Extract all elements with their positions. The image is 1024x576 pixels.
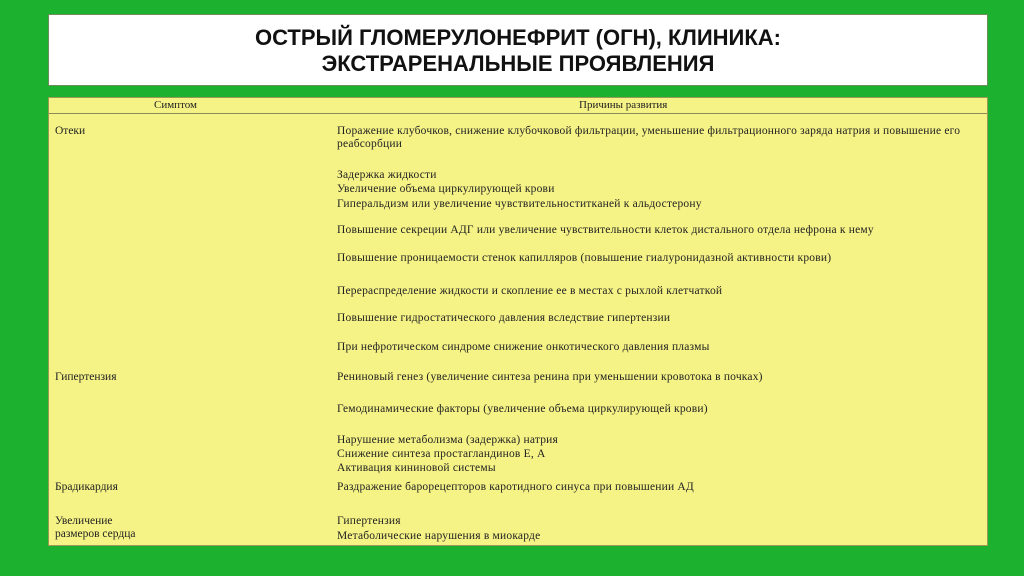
slide-title: [48, 14, 988, 86]
symptom-enlargement-line-2: размеров сердца: [55, 528, 136, 540]
cause-item: Метаболические нарушения в миокарде: [337, 530, 541, 542]
cause-item: Гемодинамические факторы (увеличение объема циркулирующей крови): [337, 403, 708, 415]
title-line-1: ОСТРЫЙ ГЛОМЕРУЛОНЕФРИТ (ОГН), КЛИНИКА:: [254, 25, 782, 50]
cause-item: Гиперальдизм или увеличение чувствительноститкaней к альдостерону: [337, 198, 702, 210]
cause-item: При нефротическом синдроме снижение онкотического давления плазмы: [337, 341, 710, 353]
header-symptom: Симптом: [154, 99, 197, 111]
cause-item: Раздражение барорецепторов каротидного синуса при повышении АД: [337, 481, 694, 493]
title-line-2: ЭКСТРАРЕНАЛЬНЫЕ ПРОЯВЛЕНИЯ: [321, 51, 715, 76]
cause-item: Снижение синтеза простагландинов Е, А: [337, 448, 546, 460]
symptoms-table: [48, 97, 988, 546]
cause-item: Перераспределение жидкости и скопление ее в местах с рыхлой клетчаткой: [337, 285, 723, 297]
cause-item: Увеличение объема циркулирующей крови: [337, 183, 555, 195]
symptom-bradycardia: Брадикардия: [55, 481, 118, 493]
symptom-hypertension: Гипертензия: [55, 371, 117, 383]
symptom-edema: Отеки: [55, 125, 86, 137]
cause-item: Повышение проницаемости стенок капилляров (повышение гиалуронидазной активности крови): [337, 252, 832, 264]
cause-item: Гипертензия: [337, 515, 401, 527]
cause-item: Нарушение метаболизма (задержка) натрия: [337, 434, 559, 446]
table-header-row: [49, 98, 987, 114]
header-cause: Причины развития: [579, 99, 668, 111]
cause-item: Поражение клубочков, снижение клубочковой фильтрации, уменьшение фильтрационного заряда натрия и повышение его реабсорбции: [337, 125, 961, 150]
cause-item: Задержка жидкости: [337, 169, 437, 181]
cause-item: Активация кининовой системы: [337, 462, 496, 474]
cause-item: Повышение секреции АДГ или увеличение чувствительности клеток дистального отдела нефрона к нему: [337, 224, 874, 236]
cause-item: Повышение гидростатического давления вследствие гипертензии: [337, 312, 671, 324]
cause-item: Рениновый генез (увеличение синтеза ренина при уменьшении кровотока в почках): [337, 371, 763, 383]
symptom-enlargement-line-1: Увеличение: [55, 515, 113, 527]
